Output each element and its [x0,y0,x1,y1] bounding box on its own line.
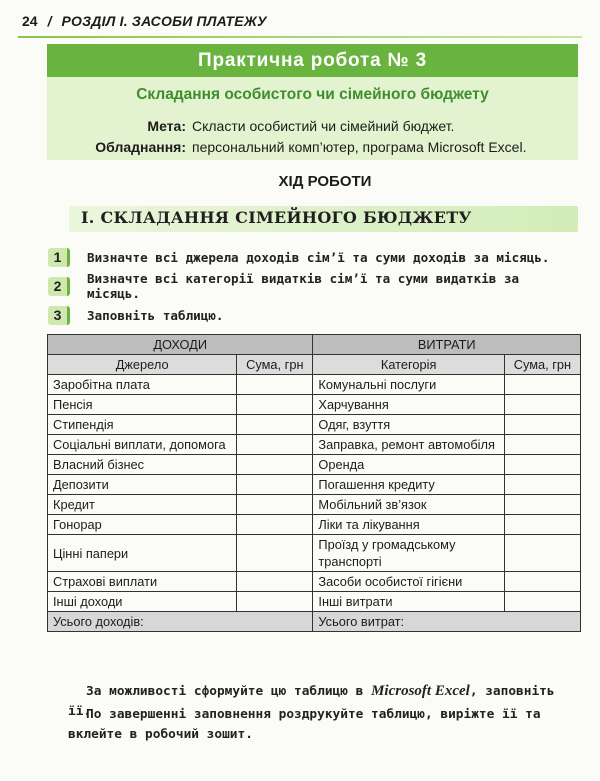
goal-label: Мета: [147,118,186,134]
col-expense-sum: Сума, грн [504,355,580,375]
income-sum-cell[interactable] [237,455,313,475]
step-1 [48,246,578,268]
expense-sum-cell[interactable] [504,395,580,415]
income-source: Власний бізнес [48,455,237,475]
expense-category: Проїзд у громадському транспорті [313,535,504,572]
col-source: Джерело [48,355,237,375]
col-category: Категорія [313,355,504,375]
step-text: Визначте всі категорії видатків сім’ї та суми видатків за місяць. [86,271,520,301]
income-source: Інші доходи [48,592,237,612]
table-row [48,592,581,612]
table-row [48,415,581,435]
expense-category: Одяг, взуття [313,415,504,435]
table-row [48,475,581,495]
income-source: Депозити [48,475,237,495]
table-row [48,375,581,395]
income-sum-cell[interactable] [237,572,313,592]
income-header: ДОХОДИ [48,335,313,355]
practice-box [47,44,578,160]
income-source: Заробітна плата [48,375,237,395]
expense-category: Погашення кредиту [313,475,504,495]
budget-table [47,334,581,632]
expense-sum-cell[interactable] [504,375,580,395]
table-row [48,535,581,572]
income-sum-cell[interactable] [237,435,313,455]
goal-row [47,116,578,137]
page-number: 24 [22,13,38,29]
table-row [48,495,581,515]
expense-header: ВИТРАТИ [313,335,581,355]
expense-category: Комунальні послуги [313,375,504,395]
step-2 [48,271,578,301]
expense-sum-cell[interactable] [504,435,580,455]
step-text: Визначте всі джерела доходів сім’ї та суми доходів за місяць. [87,249,550,265]
expense-sum-cell[interactable] [504,572,580,592]
step-3 [48,304,578,326]
income-sum-cell[interactable] [237,592,313,612]
table-row [48,572,581,592]
col-income-sum: Сума, грн [237,355,313,375]
expense-category: Оренда [313,455,504,475]
expense-category: Ліки та лікування [313,515,504,535]
income-source: Стипендія [48,415,237,435]
page-header [22,8,578,34]
table-row [48,435,581,455]
table-row [48,515,581,535]
income-sum-cell[interactable] [237,375,313,395]
footer-app-name: Microsoft Excel [371,683,470,699]
income-source: Пенсія [48,395,237,415]
step-number: 1 [48,248,70,267]
income-sum-cell[interactable] [237,475,313,495]
expense-category: Харчування [313,395,504,415]
expense-sum-cell[interactable] [504,415,580,435]
income-sum-cell[interactable] [237,535,313,572]
section-heading [69,206,578,232]
income-source: Гонорар [48,515,237,535]
goal-text: Скласти особистий чи сімейний бюджет. [192,118,455,134]
footer-line-2: По завершенні заповнення роздрукуйте таблицю, виріжте її та вклейте в робочий зошит. [68,707,541,742]
equipment-label: Обладнання: [95,139,186,155]
header-divider [18,36,582,38]
practice-subtitle: Складання особистого чи сімейного бюджету [136,86,489,103]
income-sum-cell[interactable] [237,415,313,435]
expense-category: Мобільний зв’язок [313,495,504,515]
equipment-text: персональний комп’ютер, програма Microsoft Excel. [192,139,527,155]
expense-sum-cell[interactable] [504,535,580,572]
header-separator: / [47,13,52,29]
expense-sum-cell[interactable] [504,475,580,495]
step-number: 2 [48,277,70,296]
footer-line-1-end: , заповніть її. [68,684,555,719]
expense-sum-cell[interactable] [504,515,580,535]
equipment-row [47,137,578,158]
expense-sum-cell[interactable] [504,592,580,612]
goal-rows [47,116,578,158]
section-title: І. СКЛАДАННЯ СІМЕЙНОГО БЮДЖЕТУ [81,208,472,227]
expense-category: Заправка, ремонт автомобіля [313,435,504,455]
practice-title: Практична робота № 3 [47,44,578,77]
procedure-title: ХІД РОБОТИ [278,173,372,190]
expense-sum-cell[interactable] [504,455,580,475]
income-source: Страхові виплати [48,572,237,592]
total-income-label: Усього доходів: [48,612,313,632]
expense-category: Інші витрати [313,592,504,612]
income-source: Цінні папери [48,535,237,572]
table-row [48,395,581,415]
expense-category: Засоби особистої гігієни [313,572,504,592]
table-row [48,455,581,475]
income-source: Соціальні виплати, допомога [48,435,237,455]
table-total-row [48,612,581,632]
income-sum-cell[interactable] [237,515,313,535]
step-text: Заповніть таблицю. [87,307,224,323]
income-sum-cell[interactable] [237,395,313,415]
expense-sum-cell[interactable] [504,495,580,515]
income-source: Кредит [48,495,237,515]
chapter-title: РОЗДІЛ І. ЗАСОБИ ПЛАТЕЖУ [61,13,267,29]
footer-line-1-start: За можливості сформуйте цю таблицю в [86,684,372,699]
total-expense-label: Усього витрат: [313,612,581,632]
step-number: 3 [48,306,70,325]
income-sum-cell[interactable] [237,495,313,515]
